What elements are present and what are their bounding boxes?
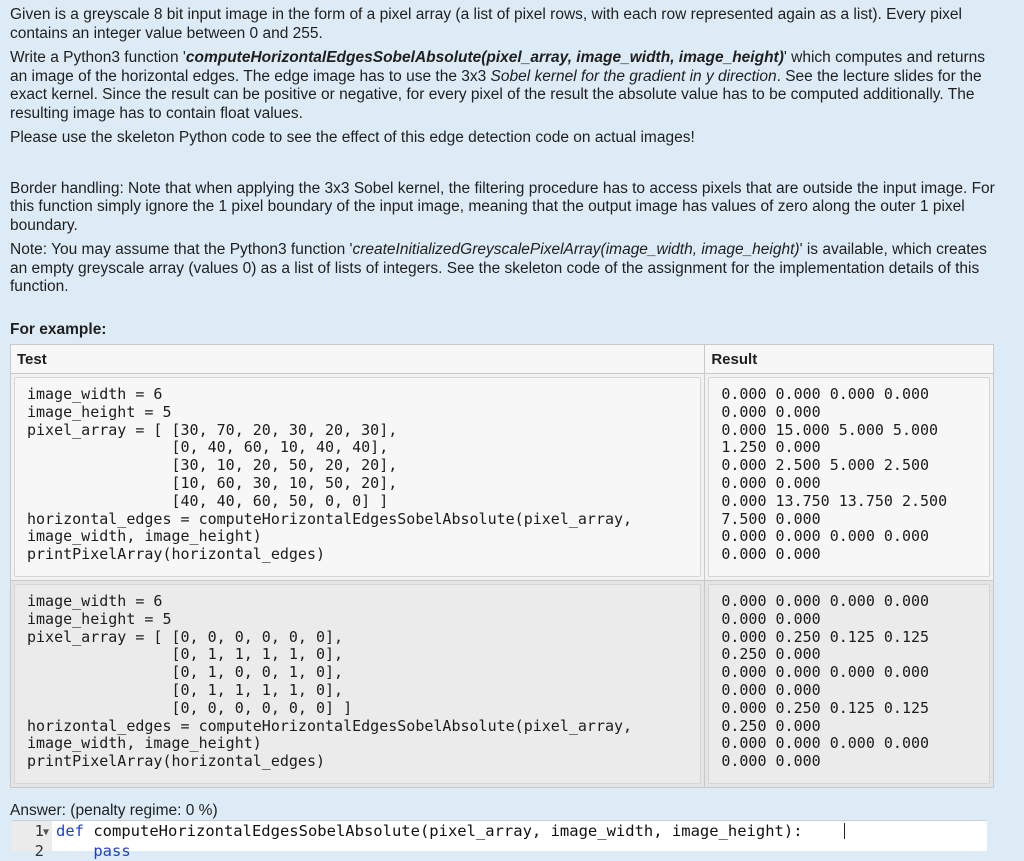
fold-arrow-icon[interactable]: ▼ — [43, 827, 50, 838]
line-number: 2 — [34, 842, 44, 860]
function-signature: computeHorizontalEdgesSobelAbsolute(pixel_array, image_width, image_height) — [185, 49, 784, 66]
code-text[interactable] — [56, 821, 803, 841]
p2-text-b: ' which computes and returns an image of the horizontal edges. The edge image has to use the 3x3 — [10, 49, 985, 85]
question-paragraph-2 — [10, 49, 1000, 123]
question-paragraph-3: Please use the skeleton Python code to see the effect of this edge detection code on actual images! — [10, 129, 695, 146]
helper-function-signature: createInitializedGreyscalePixelArray(image_width, image_height) — [352, 241, 800, 258]
question-text — [10, 6, 1000, 303]
p5-text-a: Note: You may assume that the Python3 function ' — [10, 241, 353, 258]
border-handling-paragraph: Border handling: Note that when applying the 3x3 Sobel kernel, the filtering procedure has to access pixels that are outside the input image. For this function simply ignore the 1 pixel boundary of the input image, meaning that the output image has values of zero along the outer 1 pixel boundary. — [10, 179, 995, 234]
examples-table — [10, 344, 994, 788]
test-code: image_width = 6 image_height = 5 pixel_array = [ [0, 0, 0, 0, 0, 0], [0, 1, 1, 1, 1, 0], [0, 1, 0, 0, 1, 0], [0, 1, 1, 1, 1, 0], [0, 0, 0, 0, 0, 0] ] horizontal_edges = computeHorizontalEdgesSobelAbsolute(pixel_array, image_width, image_height) printPixelArray(horizontal_edges) — [14, 584, 701, 784]
column-header-result: Result — [705, 345, 994, 374]
column-header-test: Test — [11, 345, 705, 374]
test-code: image_width = 6 image_height = 5 pixel_array = [ [30, 70, 20, 30, 20, 30], [0, 40, 60, 10, 40, 40], [30, 10, 20, 50, 20, 20], [10, 60, 30, 10, 50, 20], [40, 40, 60, 50, 0, 0] ] horizontal_edges = computeHorizontalEdgesSobelAbsolute(pixel_array, image_width, image_height) printPixelArray(horizontal_edges) — [14, 377, 701, 577]
p2-text-a: Write a Python3 function ' — [10, 49, 186, 66]
code-line[interactable] — [12, 821, 987, 841]
note-paragraph — [10, 241, 1000, 297]
test-cell — [11, 374, 705, 581]
p5-text-b: ' is available, which creates an empty greyscale array (values 0) as a list of lists of integers. See the skeleton code of the assignment for the implementation details of this function. — [10, 241, 987, 295]
code-text[interactable] — [56, 841, 131, 861]
table-row — [11, 581, 994, 788]
keyword-def: def — [56, 822, 84, 840]
code-editor[interactable] — [12, 820, 987, 860]
text-cursor — [844, 823, 845, 839]
for-example-heading: For example: — [10, 321, 107, 338]
result-cell — [705, 374, 994, 581]
result-output: 0.000 0.000 0.000 0.000 0.000 0.000 0.000 15.000 5.000 5.000 1.250 0.000 0.000 2.500 5.000 2.500 0.000 0.000 0.000 13.750 13.750 2.500 7.500 0.000 0.000 0.000 0.000 0.000 0.000 0.000 — [708, 377, 990, 577]
function-def-text: computeHorizontalEdgesSobelAbsolute(pixel_array, image_width, image_height): — [84, 822, 803, 840]
line-number: 1 — [34, 822, 44, 840]
answer-label: Answer: (penalty regime: 0 %) — [10, 802, 218, 819]
p2-text-c: . See the lecture slides for the exact kernel. Since the result can be positive or negative, for every pixel of the result the absolute value has to be computed additionally. The resulting image has to contain float values. — [10, 67, 982, 122]
question-paragraph-1: Given is a greyscale 8 bit input image in the form of a pixel array (a list of pixel rows, with each row represented again as a list). Every pixel contains an integer value between 0 and 255. — [10, 6, 962, 42]
keyword-pass: pass — [93, 842, 131, 860]
sobel-kernel-phrase: Sobel kernel for the gradient in y direction — [490, 67, 777, 85]
table-row — [11, 374, 994, 581]
result-cell — [705, 581, 994, 788]
code-line[interactable] — [12, 841, 987, 861]
test-cell — [11, 581, 705, 788]
result-output: 0.000 0.000 0.000 0.000 0.000 0.000 0.000 0.250 0.125 0.125 0.250 0.000 0.000 0.000 0.000 0.000 0.000 0.000 0.000 0.250 0.125 0.125 0.250 0.000 0.000 0.000 0.000 0.000 0.000 0.000 — [708, 584, 990, 784]
